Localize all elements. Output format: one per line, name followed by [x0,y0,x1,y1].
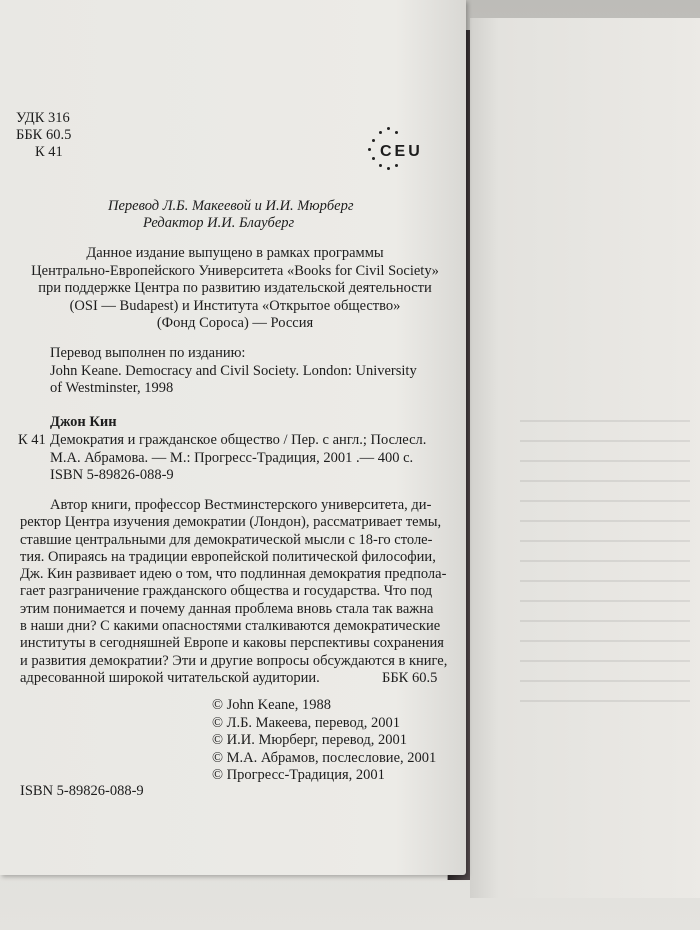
annotation-line: этим понимается и почему данная проблема вновь стала так важна [20,600,434,617]
bib-line: ISBN 5-89826-088-9 [50,467,174,483]
author-mark: К 41 [35,144,63,160]
program-note-line: (OSI — Budapest) и Института «Открытое общество» [69,297,401,314]
copyright-line: © И.И. Мюрберг, перевод, 2001 [212,732,407,748]
annotation-line: ректор Центра изучения демократии (Лондон), рассматривает темы, [20,514,442,531]
annotation-line: Дж. Кин развивает идею о том, что подлинная демократия предпола- [20,566,447,583]
bib-line: М.А. Абрамова. — М.: Прогресс-Традиция, 2001 .— 400 с. [50,449,414,466]
annotation-line: адресованной широкой читательской аудитории. [20,669,320,686]
copyright-line: © Прогресс-Традиция, 2001 [212,767,385,783]
annotation-line: в наши дни? С какими опасностями сталкиваются демократические [20,618,441,635]
annotation-line: институты в сегодняшней Европе и каковы перспективы сохранения [20,635,444,652]
annotation-line: Автор книги, профессор Вестминстерского университета, ди- [50,497,432,513]
right-page-bleedthrough [520,420,690,720]
ceu-logo-text: CEU [380,143,423,160]
program-note-line: (Фонд Сороса) — Россия [156,315,314,331]
bbk-code: ББК 60.5 [16,127,72,143]
source-edition-line: Перевод выполнен по изданию: [50,345,246,361]
annotation-line: тия. Опираясь на традиции европейской политической философии, [20,548,436,565]
translators-credit: Перевод Л.Б. Макеевой и И.И. Мюрберг [108,198,354,214]
annotation-bbk: ББК 60.5 [382,670,438,686]
source-edition-line: John Keane. Democracy and Civil Society. London: University [50,362,417,379]
isbn-footer: ISBN 5-89826-088-9 [20,783,144,799]
program-note-line: Данное издание выпущено в рамках программы [86,245,384,261]
program-note-line: при поддержке Центра по развитию издательской деятельности [38,280,432,296]
annotation-line: ставшие центральными для демократической мысли с 18-го столе- [20,531,433,548]
program-note-line: Центрально-Европейского Университета «Books for Civil Society» [31,262,439,279]
copyright-line: © М.А. Абрамов, послесловие, 2001 [212,749,437,766]
bib-author: Джон Кин [50,414,117,430]
annotation-line: гает разграничение гражданского общества и государства. Что под [20,583,433,600]
editor-credit: Редактор И.И. Блауберг [143,215,295,231]
bib-record [50,432,426,485]
program-note [20,245,450,333]
source-edition-line: of Westminster, 1998 [50,380,174,396]
copyright-line: © John Keane, 1988 [212,697,331,713]
copyright-block [212,697,436,785]
annotation [20,497,450,687]
bib-mark: К 41 [18,432,46,448]
copyright-line: © Л.Б. Макеева, перевод, 2001 [212,714,400,731]
udk-code: УДК 316 [16,110,70,126]
bib-line: Демократия и гражданское общество / Пер. с англ.; Послесл. [50,432,427,448]
source-edition [50,345,417,398]
annotation-line: и развития демократии? Эти и другие вопросы обсуждаются в книге, [20,652,448,669]
